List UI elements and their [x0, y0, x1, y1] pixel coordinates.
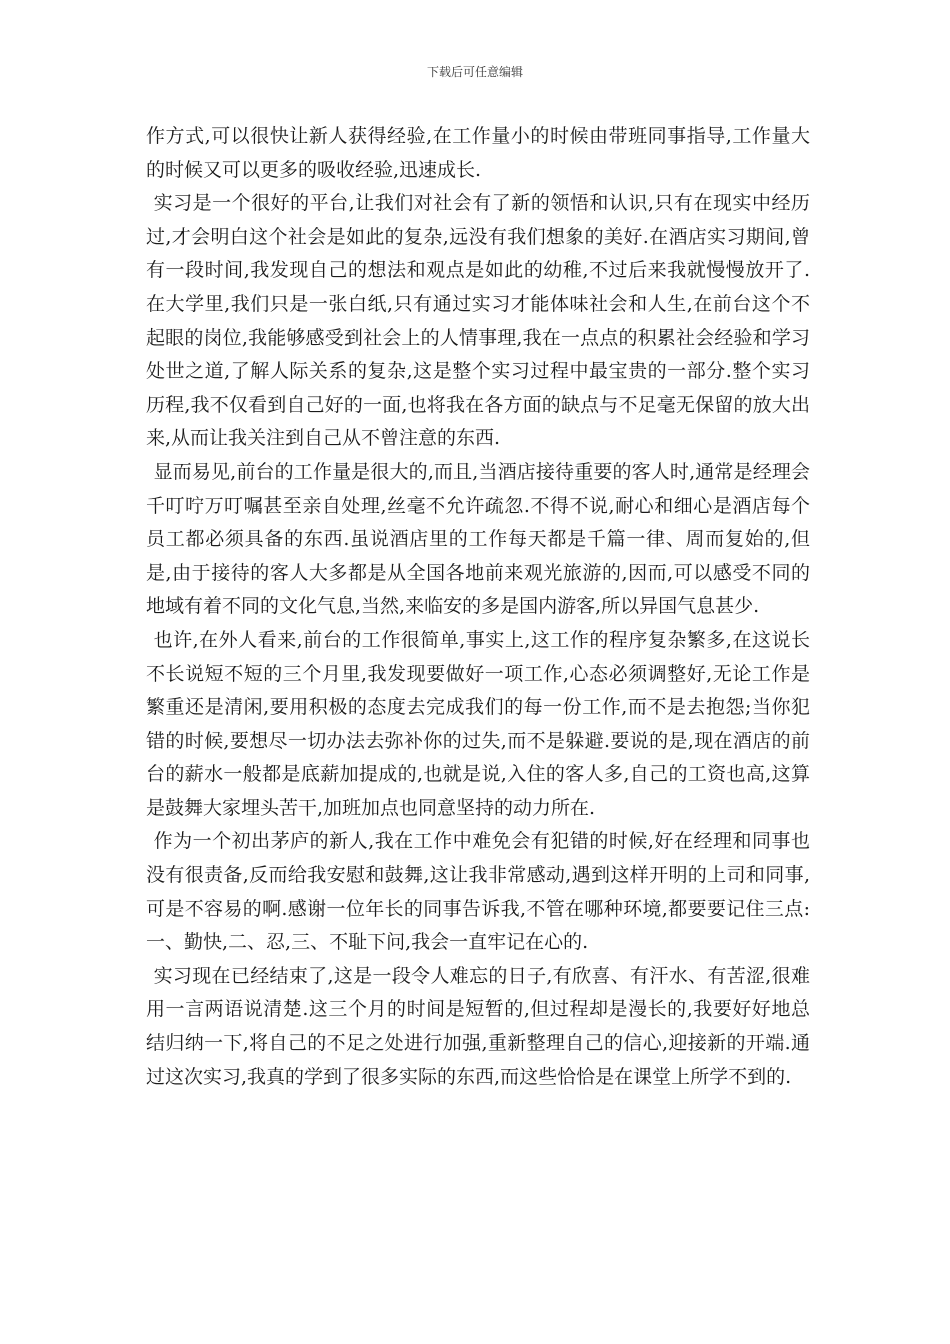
- paragraph: 作为一个初出茅庐的新人,我在工作中难免会有犯错的时候,好在经理和同事也没有很责备,反而给我安慰和鼓舞,这让我非常感动,遇到这样开明的上司和同事,可是不容易的啊.感谢一位年长的同事告诉我,不管在哪种环境,都要要记住三点:一、勤快,二、忍,三、不耻下问,我会一直牢记在心的.: [146, 830, 810, 954]
- paragraph-continued: 作方式,可以很快让新人获得经验,在工作量小的时候由带班同事指导,工作量大的时候又可以更多的吸收经验,迅速成长.: [146, 125, 810, 181]
- paragraph: 显而易见,前台的工作量是很大的,而且,当酒店接待重要的客人时,通常是经理会千叮咛万叮嘱甚至亲自处理,丝毫不允许疏忽.不得不说,耐心和细心是酒店每个员工都必须具备的东西.虽说酒店里的工作每天都是千篇一律、周而复始的,但是,由于接待的客人大多都是从全国各地前来观光旅游的,因而,可以感受不同的地域有着不同的文化气息,当然,来临安的多是国内游客,所以异国气息甚少.: [146, 460, 810, 618]
- paragraph: 实习现在已经结束了,这是一段令人难忘的日子,有欣喜、有汗水、有苦涩,很难用一言两语说清楚.这三个月的时间是短暂的,但过程却是漫长的,我要好好地总结归纳一下,将自己的不足之处进行加强,重新整理自己的信心,迎接新的开端.通过这次实习,我真的学到了很多实际的东西,而这些恰恰是在课堂上所学不到的.: [146, 964, 810, 1088]
- paragraph: 也许,在外人看来,前台的工作很简单,事实上,这工作的程序复杂繁多,在这说长不长说短不短的三个月里,我发现要做好一项工作,心态必须调整好,无论工作是繁重还是清闲,要用积极的态度去完成我们的每一份工作,而不是去抱怨;当你犯错的时候,要想尽一切办法去弥补你的过失,而不是躲避.要说的是,现在酒店的前台的薪水一般都是底薪加提成的,也就是说,入住的客人多,自己的工资也高,这算是鼓舞大家埋头苦干,加班加点也同意坚持的动力所在.: [146, 628, 810, 819]
- paragraph: 实习是一个很好的平台,让我们对社会有了新的领悟和认识,只有在现实中经历过,才会明白这个社会是如此的复杂,远没有我们想象的美好.在酒店实习期间,曾有一段时间,我发现自己的想法和观点是如此的幼稚,不过后来我就慢慢放开了.在大学里,我们只是一张白纸,只有通过实习才能体味社会和人生,在前台这个不起眼的岗位,我能够感受到社会上的人情事理,我在一点点的积累社会经验和学习处世之道,了解人际关系的复杂,这是整个实习过程中最宝贵的一部分.整个实习历程,我不仅看到自己好的一面,也将我在各方面的缺点与不足毫无保留的放大出来,从而让我关注到自己从不曾注意的东西.: [146, 192, 810, 450]
- document-body: [146, 120, 810, 1094]
- page-header: 下载后可任意编辑: [426, 65, 523, 79]
